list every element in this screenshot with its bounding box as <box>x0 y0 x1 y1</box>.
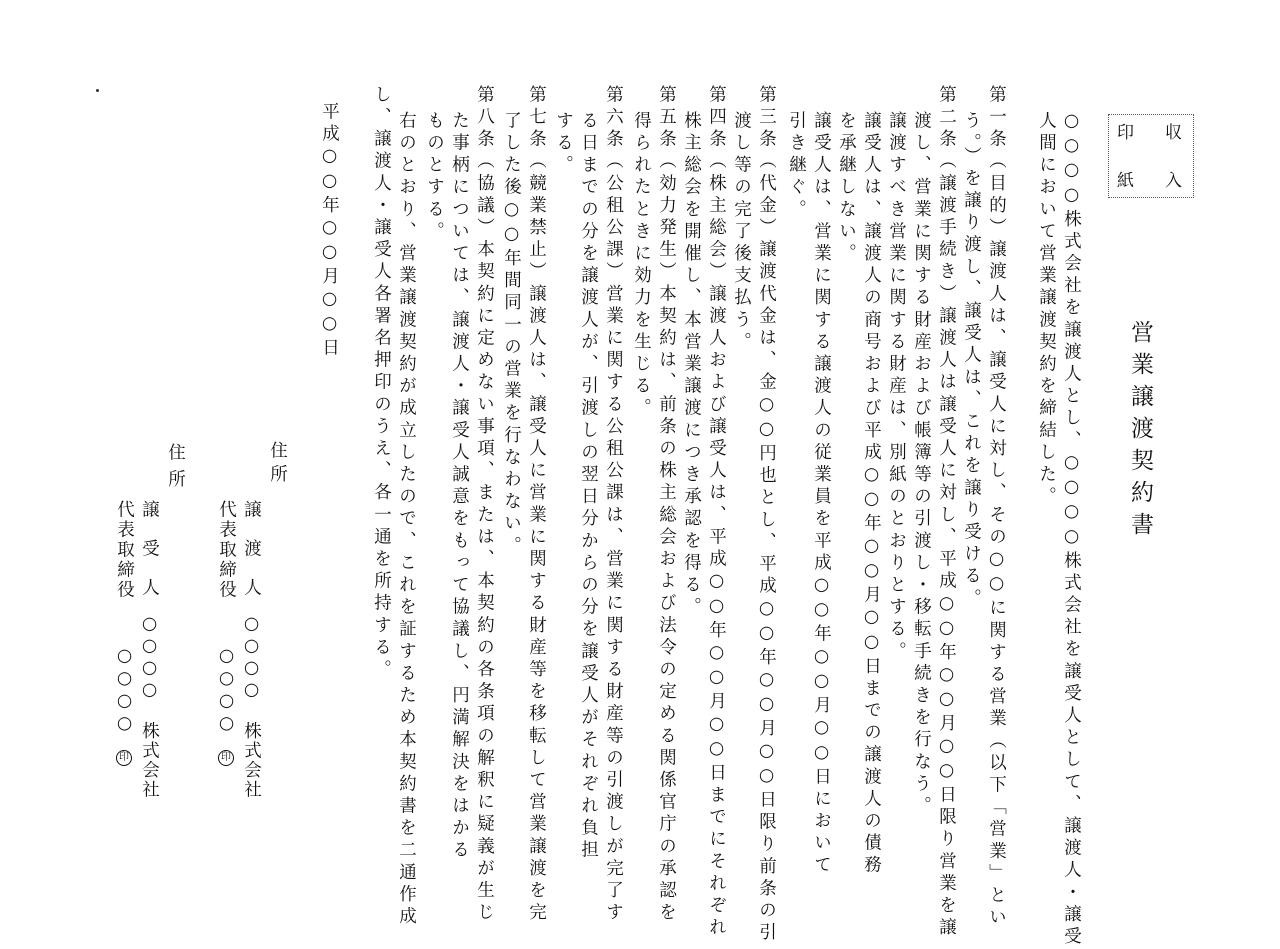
revenue-stamp-box <box>1108 114 1194 198</box>
stamp-char: 入 <box>1165 171 1182 191</box>
party2-rep-title: 代表取締役 <box>114 500 135 600</box>
party2-role: 譲 受 人 <box>139 500 160 598</box>
article-8-line: 第八条（協議）本契約に定めない事項、または、本契約の各条項の解釈に疑義が生じ <box>474 85 495 925</box>
closing-line: し、譲渡人・譲受人各署名押印のうえ、各一通を所持する。 <box>371 85 392 682</box>
party2-company: ○○○○ 株式会社 <box>139 614 160 800</box>
article-7-line: 了した後○○年間同一の営業を行なわない。 <box>501 111 522 558</box>
article-2-line: 渡し、営業に関する財産および帳簿等の引渡し・移転手続きを行なう。 <box>911 111 932 819</box>
article-5-line: 第五条（効力発生）本契約は、前条の株主総会および法令の定める関係官庁の承認を <box>656 85 677 925</box>
party1-company: ○○○○ 株式会社 <box>241 614 262 800</box>
document-title: 営業譲渡契約書 <box>1127 320 1153 544</box>
article-8-line: た事柄については、譲渡人・譲受人誠意をもって協議し、円満解決をはかる <box>449 111 470 863</box>
article-4-line: 株主総会を開催し、本営業譲渡につき承認を得る。 <box>681 111 702 620</box>
stamp-char: 紙 <box>1117 171 1134 191</box>
article-6-line: する。 <box>553 111 574 178</box>
article-5-line: 得られたときに効力を生じる。 <box>631 111 652 421</box>
stray-dot <box>96 89 99 92</box>
article-2-line: を承継しない。 <box>836 111 857 266</box>
article-2-line: 引き継ぐ。 <box>786 111 807 222</box>
article-2-line: 譲渡すべき営業に関する財産は、別紙のとおりとする。 <box>886 111 907 664</box>
body-line: ○○○○株式会社を譲渡人とし、○○○○株式会社を譲受人として、譲渡人・譲受 <box>1061 111 1082 949</box>
closing-line: 右のとおり、営業譲渡契約が成立したので、これを証するため本契約書を二通作成 <box>396 111 417 929</box>
contract-date: 平成○○年○○月○○日 <box>319 102 340 361</box>
party2-address-label: 住所 <box>165 443 186 496</box>
article-2-line: 譲受人は、譲渡人の商号および平成○○年○○月○○日までの譲渡人の債務 <box>861 111 882 878</box>
party1-rep-name: ○○○○ <box>216 646 237 736</box>
article-1-line: う。）を譲り渡し、譲受人は、これを譲り受ける。 <box>961 111 982 611</box>
article-2-line: 第二条（譲渡手続き）譲渡人は譲受人に対し、平成○○年○○月○○日限り営業を譲 <box>936 85 957 940</box>
article-6-line: 第六条（公租公課）営業に関する公租公課は、営業に関する財産等の引渡しが完了す <box>603 85 624 925</box>
party1-address-label: 住所 <box>267 441 288 488</box>
article-2-line: 譲受人は、営業に関する譲渡人の従業員を平成○○年○○月○○日において <box>811 111 832 878</box>
party1-role: 譲 渡 人 <box>241 500 262 598</box>
article-3-line: 渡し等の完了後支払う。 <box>731 111 752 355</box>
party2-seal: 印 <box>116 750 132 766</box>
stamp-char: 印 <box>1117 123 1134 143</box>
article-1-line: 第一条（目的）譲渡人は、譲受人に対し、その○○に関する営業（以下「営業」とい <box>986 85 1007 930</box>
stamp-char: 収 <box>1165 123 1182 143</box>
party1-rep-title: 代表取締役 <box>216 500 237 600</box>
article-6-line: る日までの分を譲渡人が、引渡しの翌日分からの分を譲受人がそれぞれ負担 <box>578 111 599 863</box>
article-7-line: 第七条（競業禁止）譲渡人は、譲受人に営業に関する財産等を移転して営業譲渡を完 <box>526 85 547 925</box>
party1-seal: 印 <box>218 750 234 766</box>
article-3-line: 第三条（代金）譲渡代金は、金○○円也とし、平成○○年○○月○○日限り前条の引 <box>756 85 777 945</box>
body-line: 人間において営業譲渡契約を締結した。 <box>1036 111 1057 509</box>
article-8-line: ものとする。 <box>424 111 445 244</box>
article-4-line: 第四条（株主総会）譲渡人および譲受人は、平成○○年○○月○○日までにそれぞれ <box>706 85 727 940</box>
party2-rep-name: ○○○○ <box>114 646 135 736</box>
